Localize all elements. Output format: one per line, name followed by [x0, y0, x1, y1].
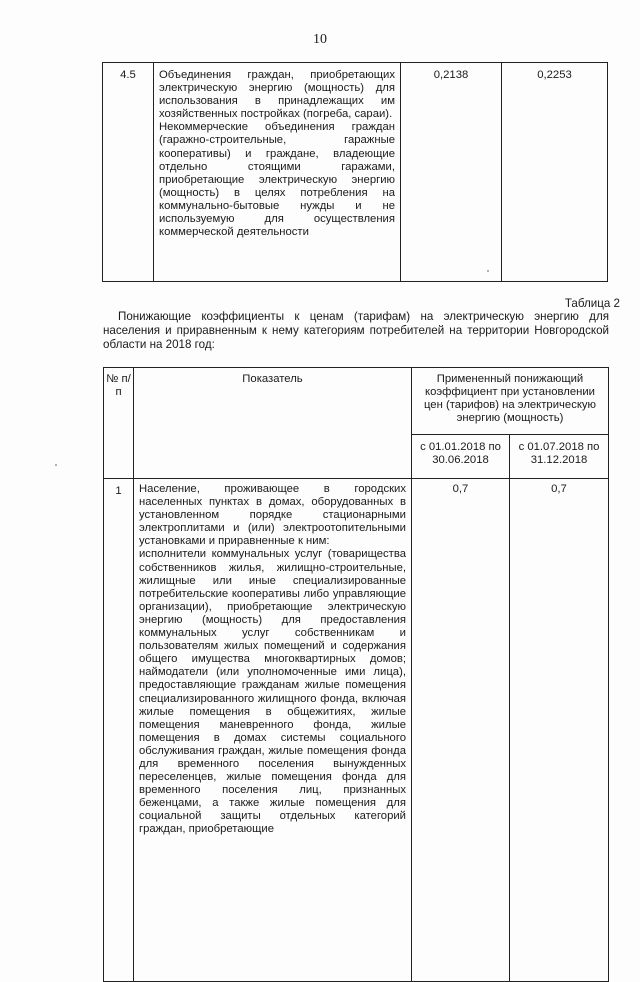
table-row	[104, 479, 609, 982]
value-period-1: 0,2138	[401, 63, 502, 282]
coefficients-table	[103, 367, 609, 982]
description-paragraph: Объединения граждан, приобретающих электрическую энергию (мощность) для использования в принадлежащих им хозяйственных постройках (погреба, сараи).	[159, 69, 395, 121]
value-period-2: 0,7	[510, 479, 609, 982]
description-paragraph: Население, проживающее в городских населенных пунктах в домах, оборудованных в установленном порядке стационарными электроплитами и (или) электроотопительными установками и приравненные к ним:	[139, 483, 406, 548]
table-row	[103, 63, 608, 282]
table-header-row	[104, 368, 609, 435]
scan-speck	[55, 464, 57, 466]
intro-paragraph: Понижающие коэффициенты к ценам (тарифам) на электрическую энергию для населения и приравненным к нему категориям потребителей на территории Новгородской области на 2018 год:	[103, 310, 609, 351]
scan-speck	[487, 270, 489, 272]
row-description	[134, 479, 412, 982]
table-caption: Таблица 2	[564, 297, 620, 310]
header-num: № п/п	[104, 368, 134, 479]
header-coefficient: Примененный понижающий коэффициент при установлении цен (тарифов) на электрическую энергию (мощность)	[412, 368, 609, 435]
header-indicator: Показатель	[134, 368, 412, 479]
row-number: 4.5	[103, 63, 154, 282]
value-period-2: 0,2253	[502, 63, 608, 282]
page-number: 10	[313, 32, 327, 47]
table-continuation	[102, 62, 608, 282]
header-period-2: с 01.07.2018 по 31.12.2018	[510, 435, 609, 479]
value-period-1: 0,7	[412, 479, 510, 982]
description-paragraph: Некоммерческие объединения граждан (гаражно-строительные, гаражные кооперативы) и граждане, владеющие отдельно стоящими гаражами, приобретающие электрическую энергию (мощность) в целях потребления на коммунально-бытовые нужды и не используемую для осуществления коммерческой деятельности	[159, 121, 395, 239]
row-description	[154, 63, 401, 282]
header-period-1: с 01.01.2018 по 30.06.2018	[412, 435, 510, 479]
row-number: 1	[104, 479, 134, 982]
description-paragraph: исполнители коммунальных услуг (товарищества собственников жилья, жилищно-строительные, жилищные или иные специализированные потребительские кооперативы либо управляющие организации), приобретающие электрическую энергию (мощность) для предоставления коммунальных услуг собственникам и пользователям жилых помещений и содержания общего имущества многоквартирных домов; наймодатели (или уполномоченные ими лица), предоставляющие гражданам жилые помещения специализированного жилищного фонда, включая жилые помещения в общежитиях, жилые помещения маневренного фонда, жилые помещения в домах системы социального обслуживания граждан, жилые помещения фонда для временного поселения вынужденных переселенцев, жилые помещения фонда для временного поселения лиц, признанных беженцами, а также жилые помещения для социальной защиты отдельных категорий граждан, приобретающие	[139, 548, 406, 836]
